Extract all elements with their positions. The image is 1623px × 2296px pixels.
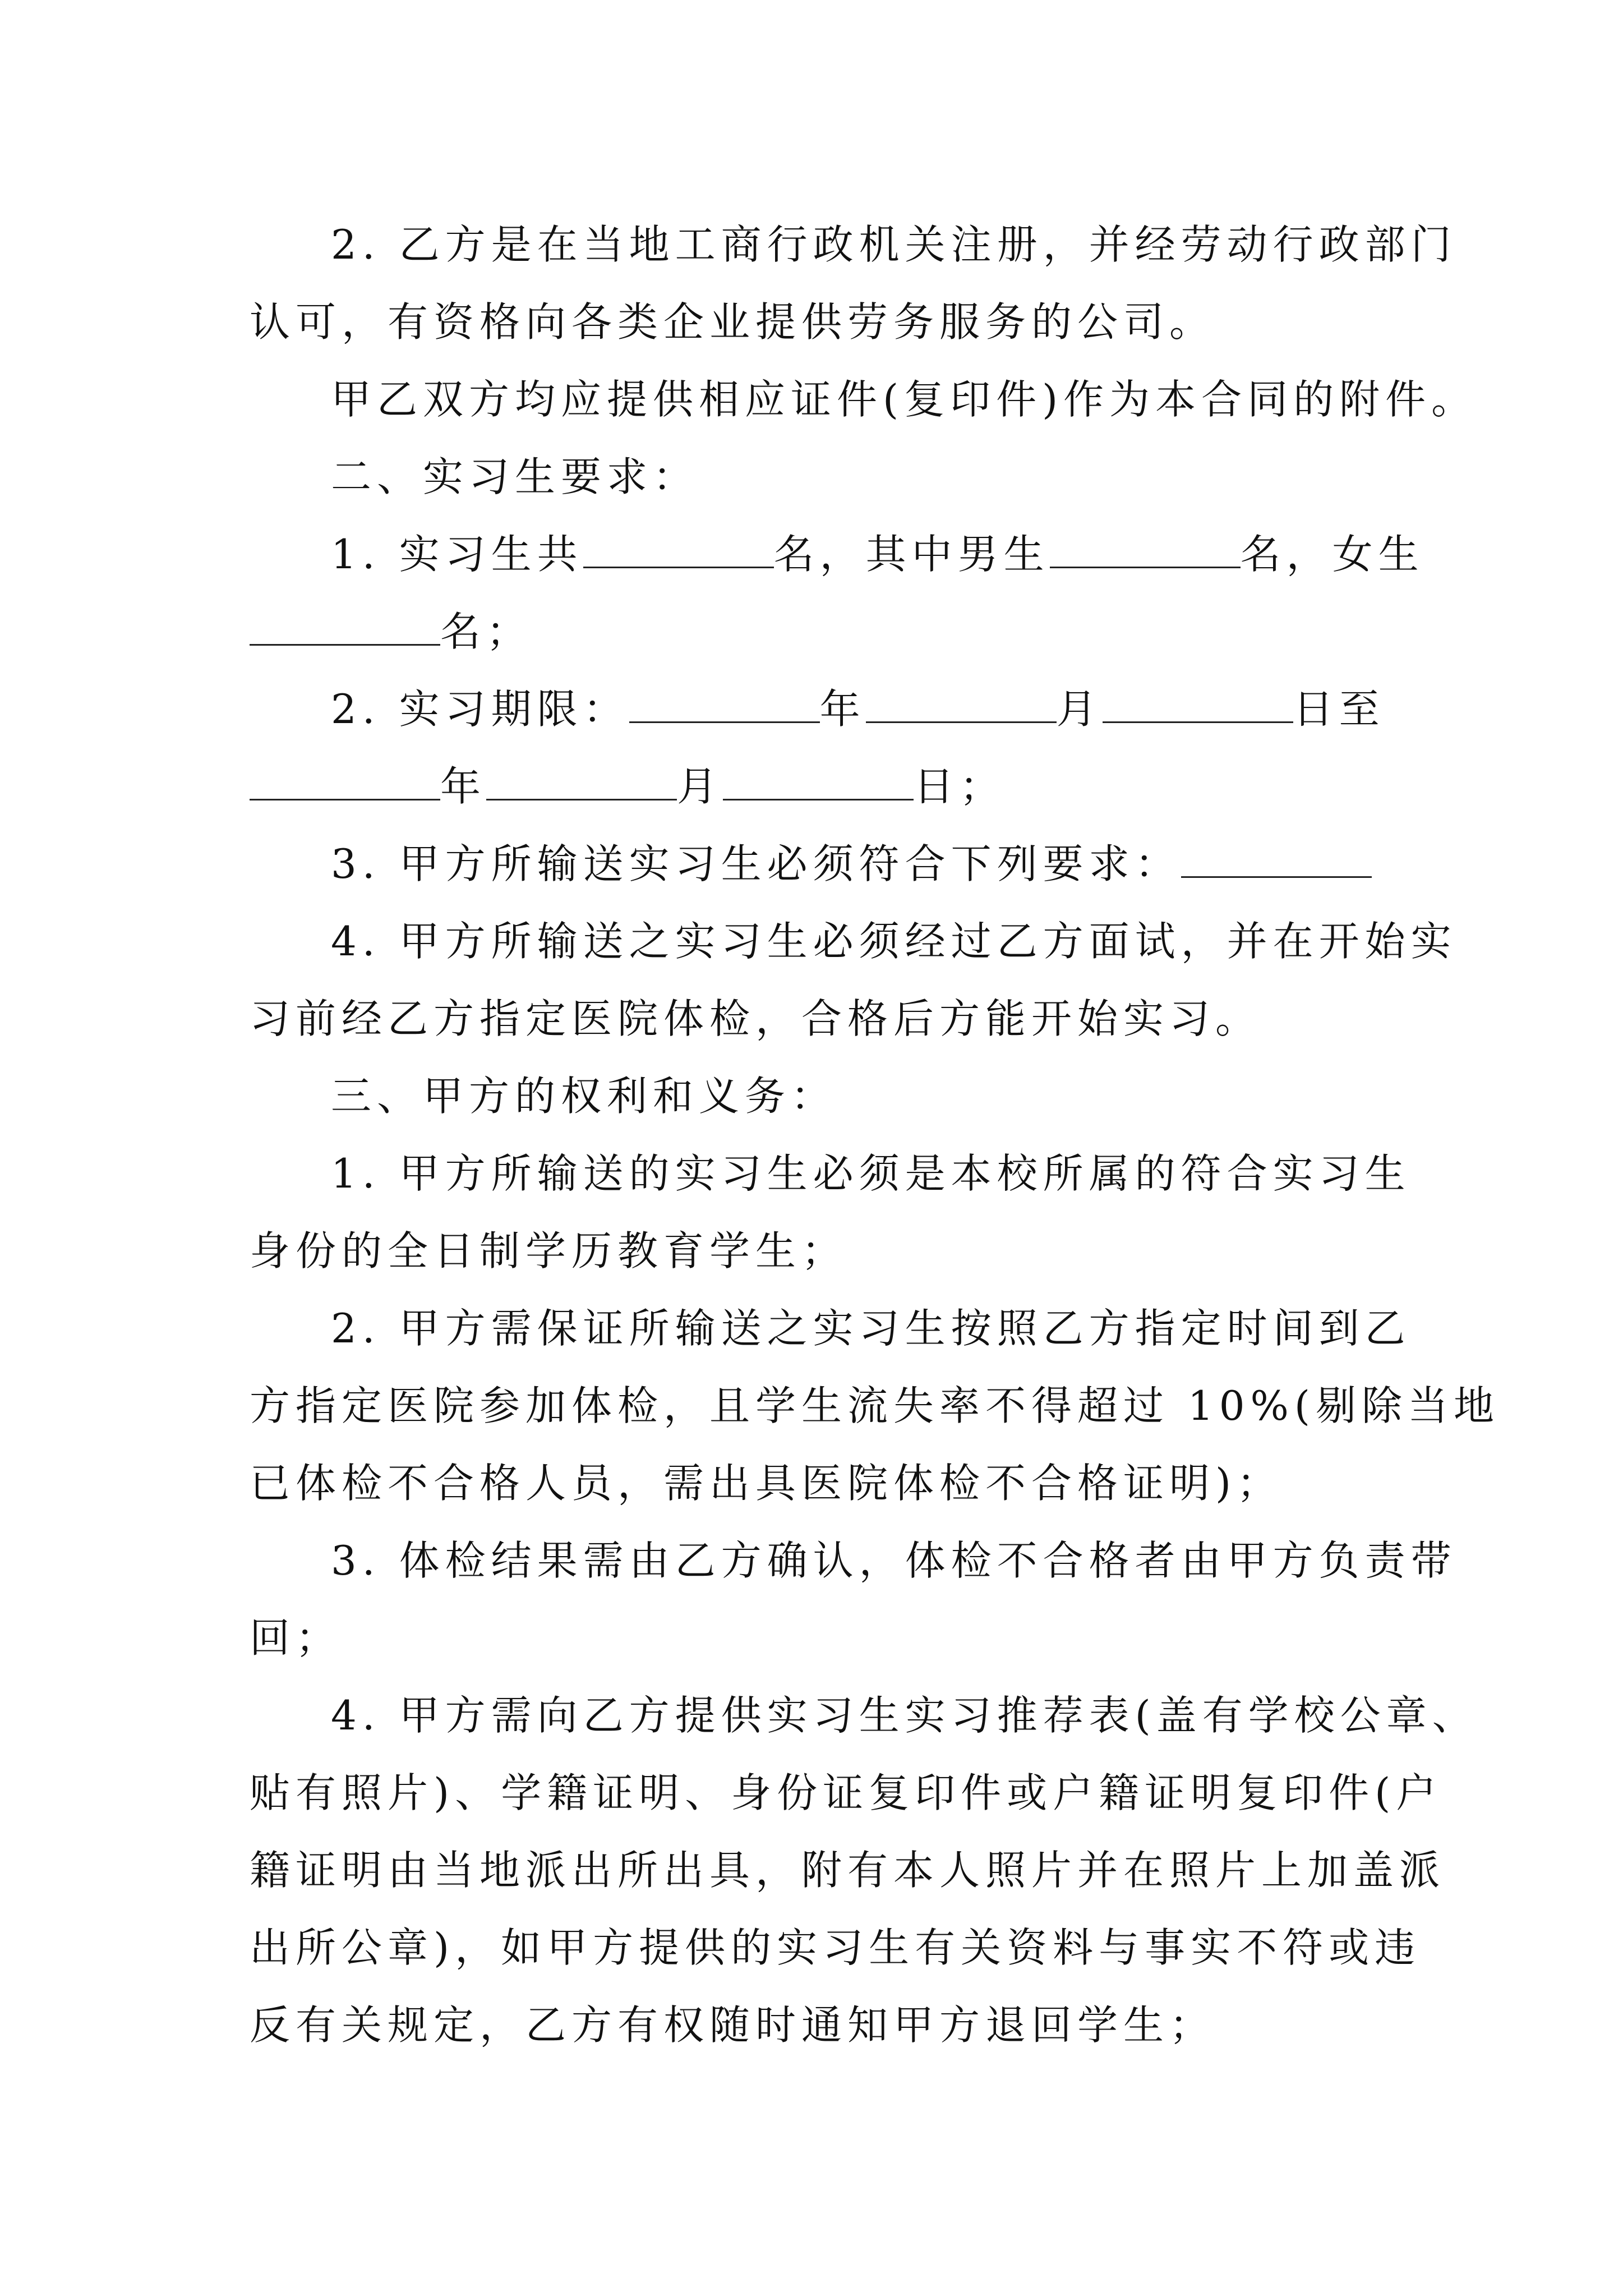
text-segment: 日；	[914, 763, 1006, 810]
paragraph-line: 3. 体检结果需由乙方确认，体检不合格者由甲方负责带	[331, 1537, 1457, 1584]
fill-in-line	[331, 526, 1509, 582]
blank-field	[866, 685, 1057, 723]
fill-in-line	[331, 836, 1509, 892]
fill-in-line	[331, 681, 1509, 737]
blank-field	[1050, 531, 1241, 568]
blank-field	[1181, 840, 1372, 878]
text-segment: 日至	[1293, 685, 1385, 733]
blank-field	[629, 685, 820, 723]
blank-field	[486, 763, 677, 800]
fill-in-line	[250, 604, 1427, 660]
paragraph-line: 身份的全日制学历教育学生；	[250, 1227, 848, 1274]
section-heading: 二、实习生要求：	[331, 453, 699, 500]
paragraph-line: 1. 甲方所输送的实习生必须是本校所属的符合实习生	[331, 1150, 1411, 1197]
paragraph-line: 2. 乙方是在当地工商行政机关注册，并经劳动行政部门	[331, 221, 1457, 268]
paragraph-line: 反有关规定，乙方有权随时通知甲方退回学生；	[250, 2001, 1216, 2049]
blank-field	[250, 763, 440, 800]
paragraph-line: 籍证明由当地派出所出具，附有本人照片并在照片上加盖派	[250, 1847, 1446, 1894]
paragraph-line: 认可，有资格向各类企业提供劳务服务的公司。	[250, 298, 1216, 346]
text-segment: 2. 实习期限：	[331, 685, 629, 733]
text-segment: 3. 甲方所输送实习生必须符合下列要求：	[331, 840, 1181, 887]
paragraph-line: 习前经乙方指定医院体检，合格后方能开始实习。	[250, 995, 1262, 1042]
text-segment: 名；	[440, 608, 533, 655]
text-segment: 1. 实习生共	[331, 531, 583, 578]
text-segment: 月	[677, 763, 723, 810]
text-segment: 月	[1056, 685, 1103, 733]
blank-field	[583, 531, 774, 568]
paragraph-line: 甲乙双方均应提供相应证件(复印件)作为本合同的附件。	[331, 376, 1478, 423]
paragraph-line: 回；	[250, 1614, 342, 1662]
paragraph-line: 4. 甲方所输送之实习生必须经过乙方面试，并在开始实	[331, 918, 1457, 965]
blank-field	[723, 763, 914, 800]
text-segment: 年	[440, 763, 487, 810]
fill-in-line	[250, 758, 1427, 815]
blank-field	[1103, 685, 1293, 723]
paragraph-line: 2. 甲方需保证所输送之实习生按照乙方指定时间到乙	[331, 1305, 1411, 1352]
section-heading: 三、甲方的权利和义务：	[331, 1073, 837, 1120]
paragraph-line: 贴有照片)、学籍证明、身份证复印件或户籍证明复印件(户	[250, 1769, 1442, 1816]
paragraph-line: 出所公章)，如甲方提供的实习生有关资料与事实不符或违	[250, 1924, 1421, 1971]
blank-field	[250, 608, 440, 646]
paragraph-line: 4. 甲方需向乙方提供实习生实习推荐表(盖有学校公章、	[331, 1692, 1478, 1739]
paragraph-line: 方指定医院参加体检，且学生流失率不得超过 10%(剔除当地	[250, 1382, 1500, 1429]
text-segment: 名，其中男生	[773, 531, 1050, 578]
paragraph-line: 已体检不合格人员，需出具医院体检不合格证明)；	[250, 1460, 1283, 1507]
text-segment: 年	[819, 685, 866, 733]
text-segment: 名，女生	[1240, 531, 1424, 578]
